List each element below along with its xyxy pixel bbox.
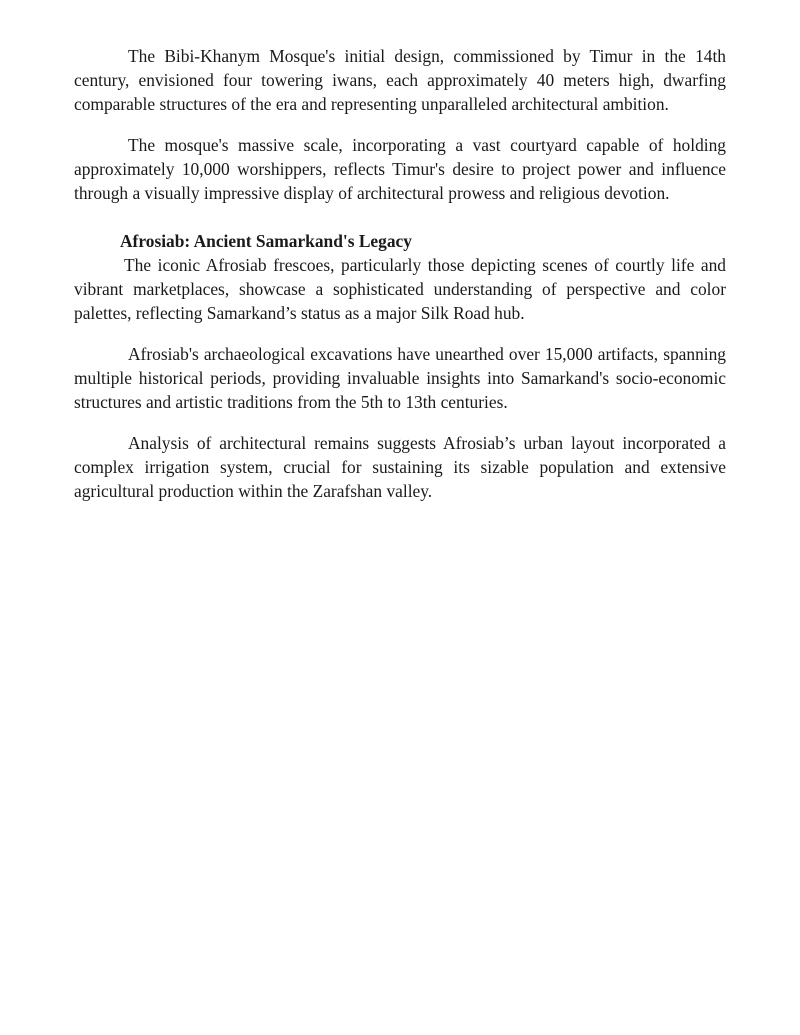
paragraph-mosque-scale: The mosque's massive scale, incorporating a vast courtyard capable of holding approximately 10,000 worshippers, reflects Timur's desire to project power and influence through a visually impressive display of architectural prowess and religious devotion.	[74, 135, 726, 203]
paragraph-afrosiab-urban-layout: Analysis of architectural remains suggests Afrosiab’s urban layout incorporated a complex irrigation system, crucial for sustaining its sizable population and extensive agricultural production within the Zarafshan valley.	[74, 433, 726, 501]
document-body	[74, 44, 726, 520]
paragraph-bibi-khanym-design: The Bibi-Khanym Mosque's initial design, commissioned by Timur in the 14th century, envisioned four towering iwans, each approximately 40 meters high, dwarfing comparable structures of the era and representing unparalleled architectural ambition.	[74, 46, 726, 114]
section-heading-afrosiab: Afrosiab: Ancient Samarkand's Legacy	[120, 231, 412, 251]
section-spacer	[74, 222, 726, 229]
paragraph-afrosiab-excavations: Afrosiab's archaeological excavations have unearthed over 15,000 artifacts, spanning multiple historical periods, providing invaluable insights into Samarkand's socio-economic structures and artistic traditions from the 5th to 13th centuries.	[74, 344, 726, 412]
paragraph-afrosiab-frescoes: The iconic Afrosiab frescoes, particularly those depicting scenes of courtly life and vibrant marketplaces, showcase a sophisticated understanding of perspective and color palettes, reflecting Samarkand’s status as a major Silk Road hub.	[74, 255, 726, 323]
